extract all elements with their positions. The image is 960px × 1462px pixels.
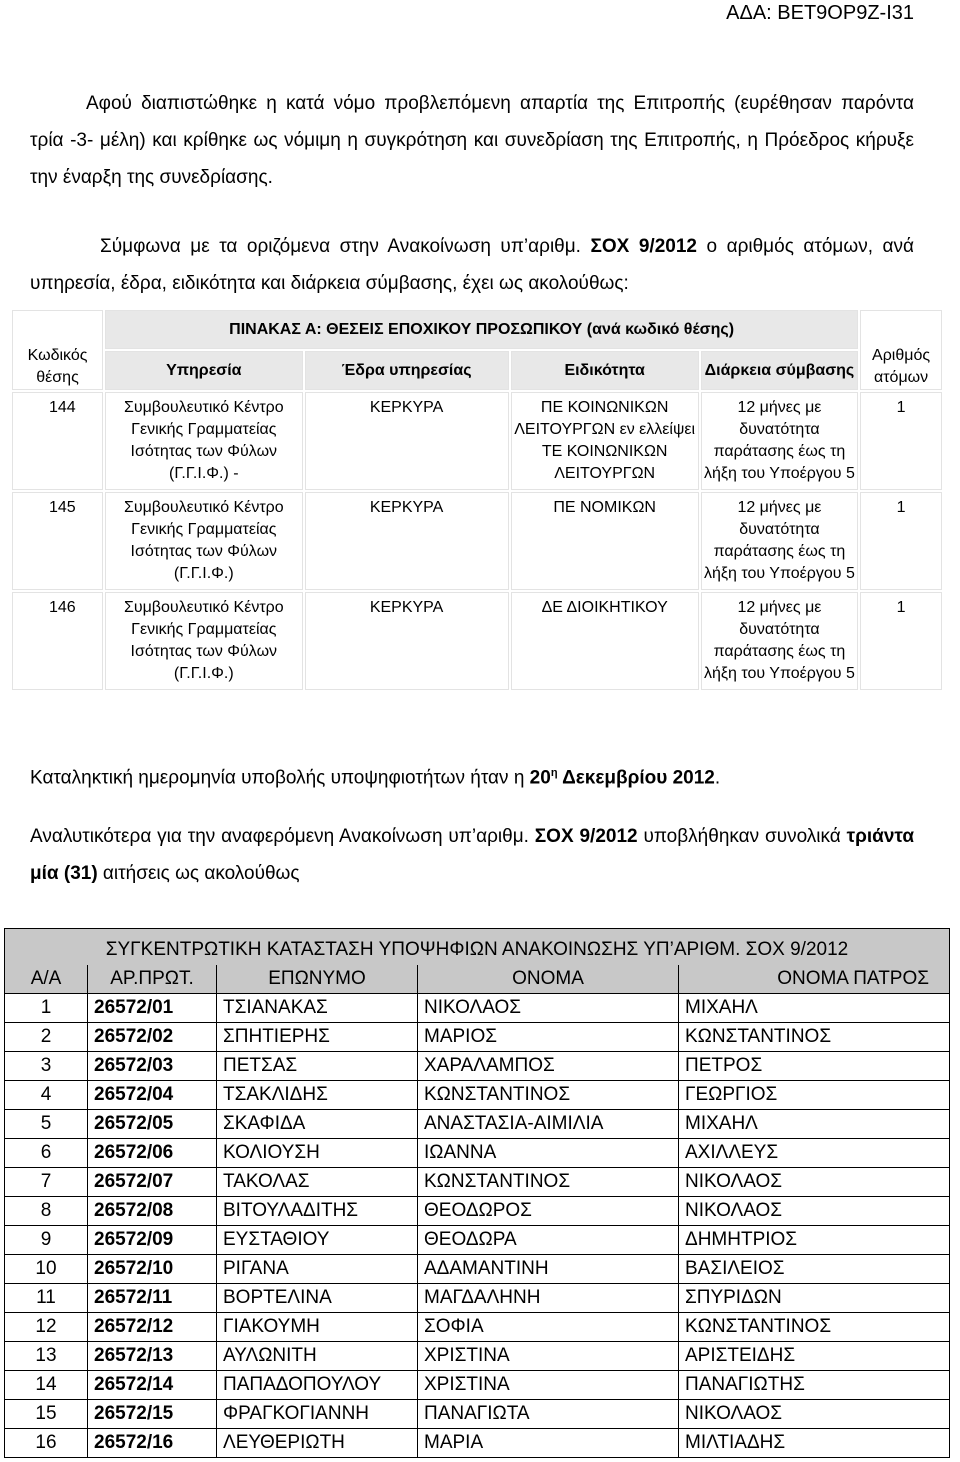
announcement-ref: ΣΟΧ 9/2012 xyxy=(590,236,697,257)
col-name: ΟΝΟΜΑ xyxy=(418,965,679,994)
table-row: 15 26572/15 ΦΡΑΓΚΟΓΙΑΝΝΗ ΠΑΝΑΓΙΩΤΑ ΝΙΚΟΛΑΟΣ xyxy=(5,1400,950,1429)
table-row: 8 26572/08 ΒΙΤΟΥΛΑΔΙΤΗΣ ΘΕΟΔΩΡΟΣ ΝΙΚΟΛΑΟΣ xyxy=(5,1197,950,1226)
applicants-table-title: ΣΥΓΚΕΝΤΡΩΤΙΚΗ ΚΑΤΑΣΤΑΣΗ ΥΠΟΨΗΦΙΩΝ ΑΝΑΚΟΙΝΩΣΗΣ ΥΠ’ΑΡΙΘΜ. ΣΟΧ 9/2012 xyxy=(5,929,950,966)
table-row: 11 26572/11 ΒΟΡΤΕΛΙΝΑ ΜΑΓΔΑΛΗΝΗ ΣΠΥΡΙΔΩΝ xyxy=(5,1284,950,1313)
table-row: 10 26572/10 ΡΙΓΑΝΑ ΑΔΑΜΑΝΤΙΝΗ ΒΑΣΙΛΕΙΟΣ xyxy=(5,1255,950,1284)
col-surname: ΕΠΩΝΥΜΟ xyxy=(217,965,418,994)
col-specialty: Ειδικότητα xyxy=(511,351,699,390)
col-service: Υπηρεσία xyxy=(105,351,303,390)
table-row: 6 26572/06 ΚΟΛΙΟΥΣΗ ΙΩΑΝΝΑ ΑΧΙΛΛΕΥΣ xyxy=(5,1139,950,1168)
col-code: Κωδικός θέσης xyxy=(12,310,103,390)
paragraph-quorum: Αφού διαπιστώθηκε η κατά νόμο προβλεπόμενη απαρτία της Επιτροπής (ευρέθησαν παρόντα τρία -3- μέλη) και κρίθηκε ως νόμιμη η συγκρότηση και συνεδρίαση της Επιτροπής, η Πρόεδρος κήρυξε την έναρξη της συνεδρίασης. xyxy=(30,93,914,188)
col-seat: Έδρα υπηρεσίας xyxy=(305,351,509,390)
table-row: 144 Συμβουλευτικό Κέντρο Γενικής Γραμματείας Ισότητας των Φύλων (Γ.Γ.Ι.Φ.) - ΚΕΡΚΥΡΑ ΠΕ ΚΟΙΝΩΝΙΚΩΝ ΛΕΙΤΟΥΡΓΩΝ εν ελλείψει ΤΕ ΚΟΙΝΩΝΙΚΩΝ ΛΕΙΤΟΥΡΓΩΝ 12 μήνες με δυνατότητα παράτασης έως τη λήξη του Υποέργου 5 1 xyxy=(12,392,942,490)
table-row: 12 26572/12 ΓΙΑΚΟΥΜΗ ΣΟΦΙΑ ΚΩΝΣΤΑΝΤΙΝΟΣ xyxy=(5,1313,950,1342)
table-row: 145 Συμβουλευτικό Κέντρο Γενικής Γραμματείας Ισότητας των Φύλων (Γ.Γ.Ι.Φ.) ΚΕΡΚΥΡΑ ΠΕ ΝΟΜΙΚΩΝ 12 μήνες με δυνατότητα παράτασης έως τη λήξη του Υποέργου 5 1 xyxy=(12,492,942,590)
table-row: 3 26572/03 ΠΕΤΣΑΣ ΧΑΡΑΛΑΜΠΟΣ ΠΕΤΡΟΣ xyxy=(5,1052,950,1081)
table-row: 7 26572/07 ΤΑΚΟΛΑΣ ΚΩΝΣΤΑΝΤΙΝΟΣ ΝΙΚΟΛΑΟΣ xyxy=(5,1168,950,1197)
document-code: ΑΔΑ: ΒΕΤ9ΟΡ9Ζ-Ι31 xyxy=(726,2,914,24)
table-row: 9 26572/09 ΕΥΣΤΑΘΙΟΥ ΘΕΟΔΩΡΑ ΔΗΜΗΤΡΙΟΣ xyxy=(5,1226,950,1255)
col-persons: Αριθμός ατόμων xyxy=(860,310,942,390)
table-row: 2 26572/02 ΣΠΗΤΙΕΡΗΣ ΜΑΡΙΟΣ ΚΩΝΣΤΑΝΤΙΝΟΣ xyxy=(5,1023,950,1052)
table-row: 146 Συμβουλευτικό Κέντρο Γενικής Γραμματείας Ισότητας των Φύλων (Γ.Γ.Ι.Φ.) ΚΕΡΚΥΡΑ ΔΕ ΔΙΟΙΚΗΤΙΚΟΥ 12 μήνες με δυνατότητα παράτασης έως τη λήξη του Υποέργου 5 1 xyxy=(12,592,942,690)
table-row: 13 26572/13 ΑΥΛΩΝΙΤΗ ΧΡΙΣΤΙΝΑ ΑΡΙΣΤΕΙΔΗΣ xyxy=(5,1342,950,1371)
table-row: 14 26572/14 ΠΑΠΑΔΟΠΟΥΛΟΥ ΧΡΙΣΤΙΝΑ ΠΑΝΑΓΙΩΤΗΣ xyxy=(5,1371,950,1400)
paragraph-positions: Σύμφωνα με τα οριζόμενα στην Ανακοίνωση υπ’αριθμ. ΣΟΧ 9/2012 ο αριθμός ατόμων, ανά υπηρεσία, έδρα, ειδικότητα και διάρκεια σύμβασης, έχει ως ακολούθως: xyxy=(30,236,914,294)
table-row: 4 26572/04 ΤΣΑΚΛΙΔΗΣ ΚΩΝΣΤΑΝΤΙΝΟΣ ΓΕΩΡΓΙΟΣ xyxy=(5,1081,950,1110)
col-duration: Διάρκεια σύμβασης xyxy=(701,351,858,390)
table-row: 16 26572/16 ΛΕΥΘΕΡΙΩΤΗ ΜΑΡΙΑ ΜΙΛΤΙΑΔΗΣ xyxy=(5,1429,950,1458)
table-row: 1 26572/01 ΤΣΙΑΝΑΚΑΣ ΝΙΚΟΛΑΟΣ ΜΙΧΑΗΛ xyxy=(5,994,950,1023)
col-father: ΟΝΟΜΑ ΠΑΤΡΟΣ xyxy=(679,965,950,994)
paragraph-deadline: Καταληκτική ημερομηνία υποβολής υποψηφιοτήτων ήταν η $20^\eta$ Δεκεμβρίου 2012. xyxy=(30,767,721,789)
applicants-table xyxy=(4,928,950,1458)
table-row: 5 26572/05 ΣΚΑΦΙΔΑ ΑΝΑΣΤΑΣΙΑ-ΑΙΜΙΛΙΑ ΜΙΧΑΗΛ xyxy=(5,1110,950,1139)
paragraph-applications: Αναλυτικότερα για την αναφερόμενη Ανακοίνωση υπ’αριθμ. ΣΟΧ 9/2012 υποβλήθηκαν συνολικά τριάντα μία (31) αιτήσεις ως ακολούθως xyxy=(30,826,915,884)
positions-table-title: ΠΙΝΑΚΑΣ Α: ΘΕΣΕΙΣ ΕΠΟΧΙΚΟΥ ΠΡΟΣΩΠΙΚΟΥ (ανά κωδικό θέσης) xyxy=(105,310,858,349)
col-protocol: ΑΡ.ΠΡΩΤ. xyxy=(88,965,217,994)
col-aa: Α/Α xyxy=(5,965,88,994)
positions-table xyxy=(10,308,944,692)
